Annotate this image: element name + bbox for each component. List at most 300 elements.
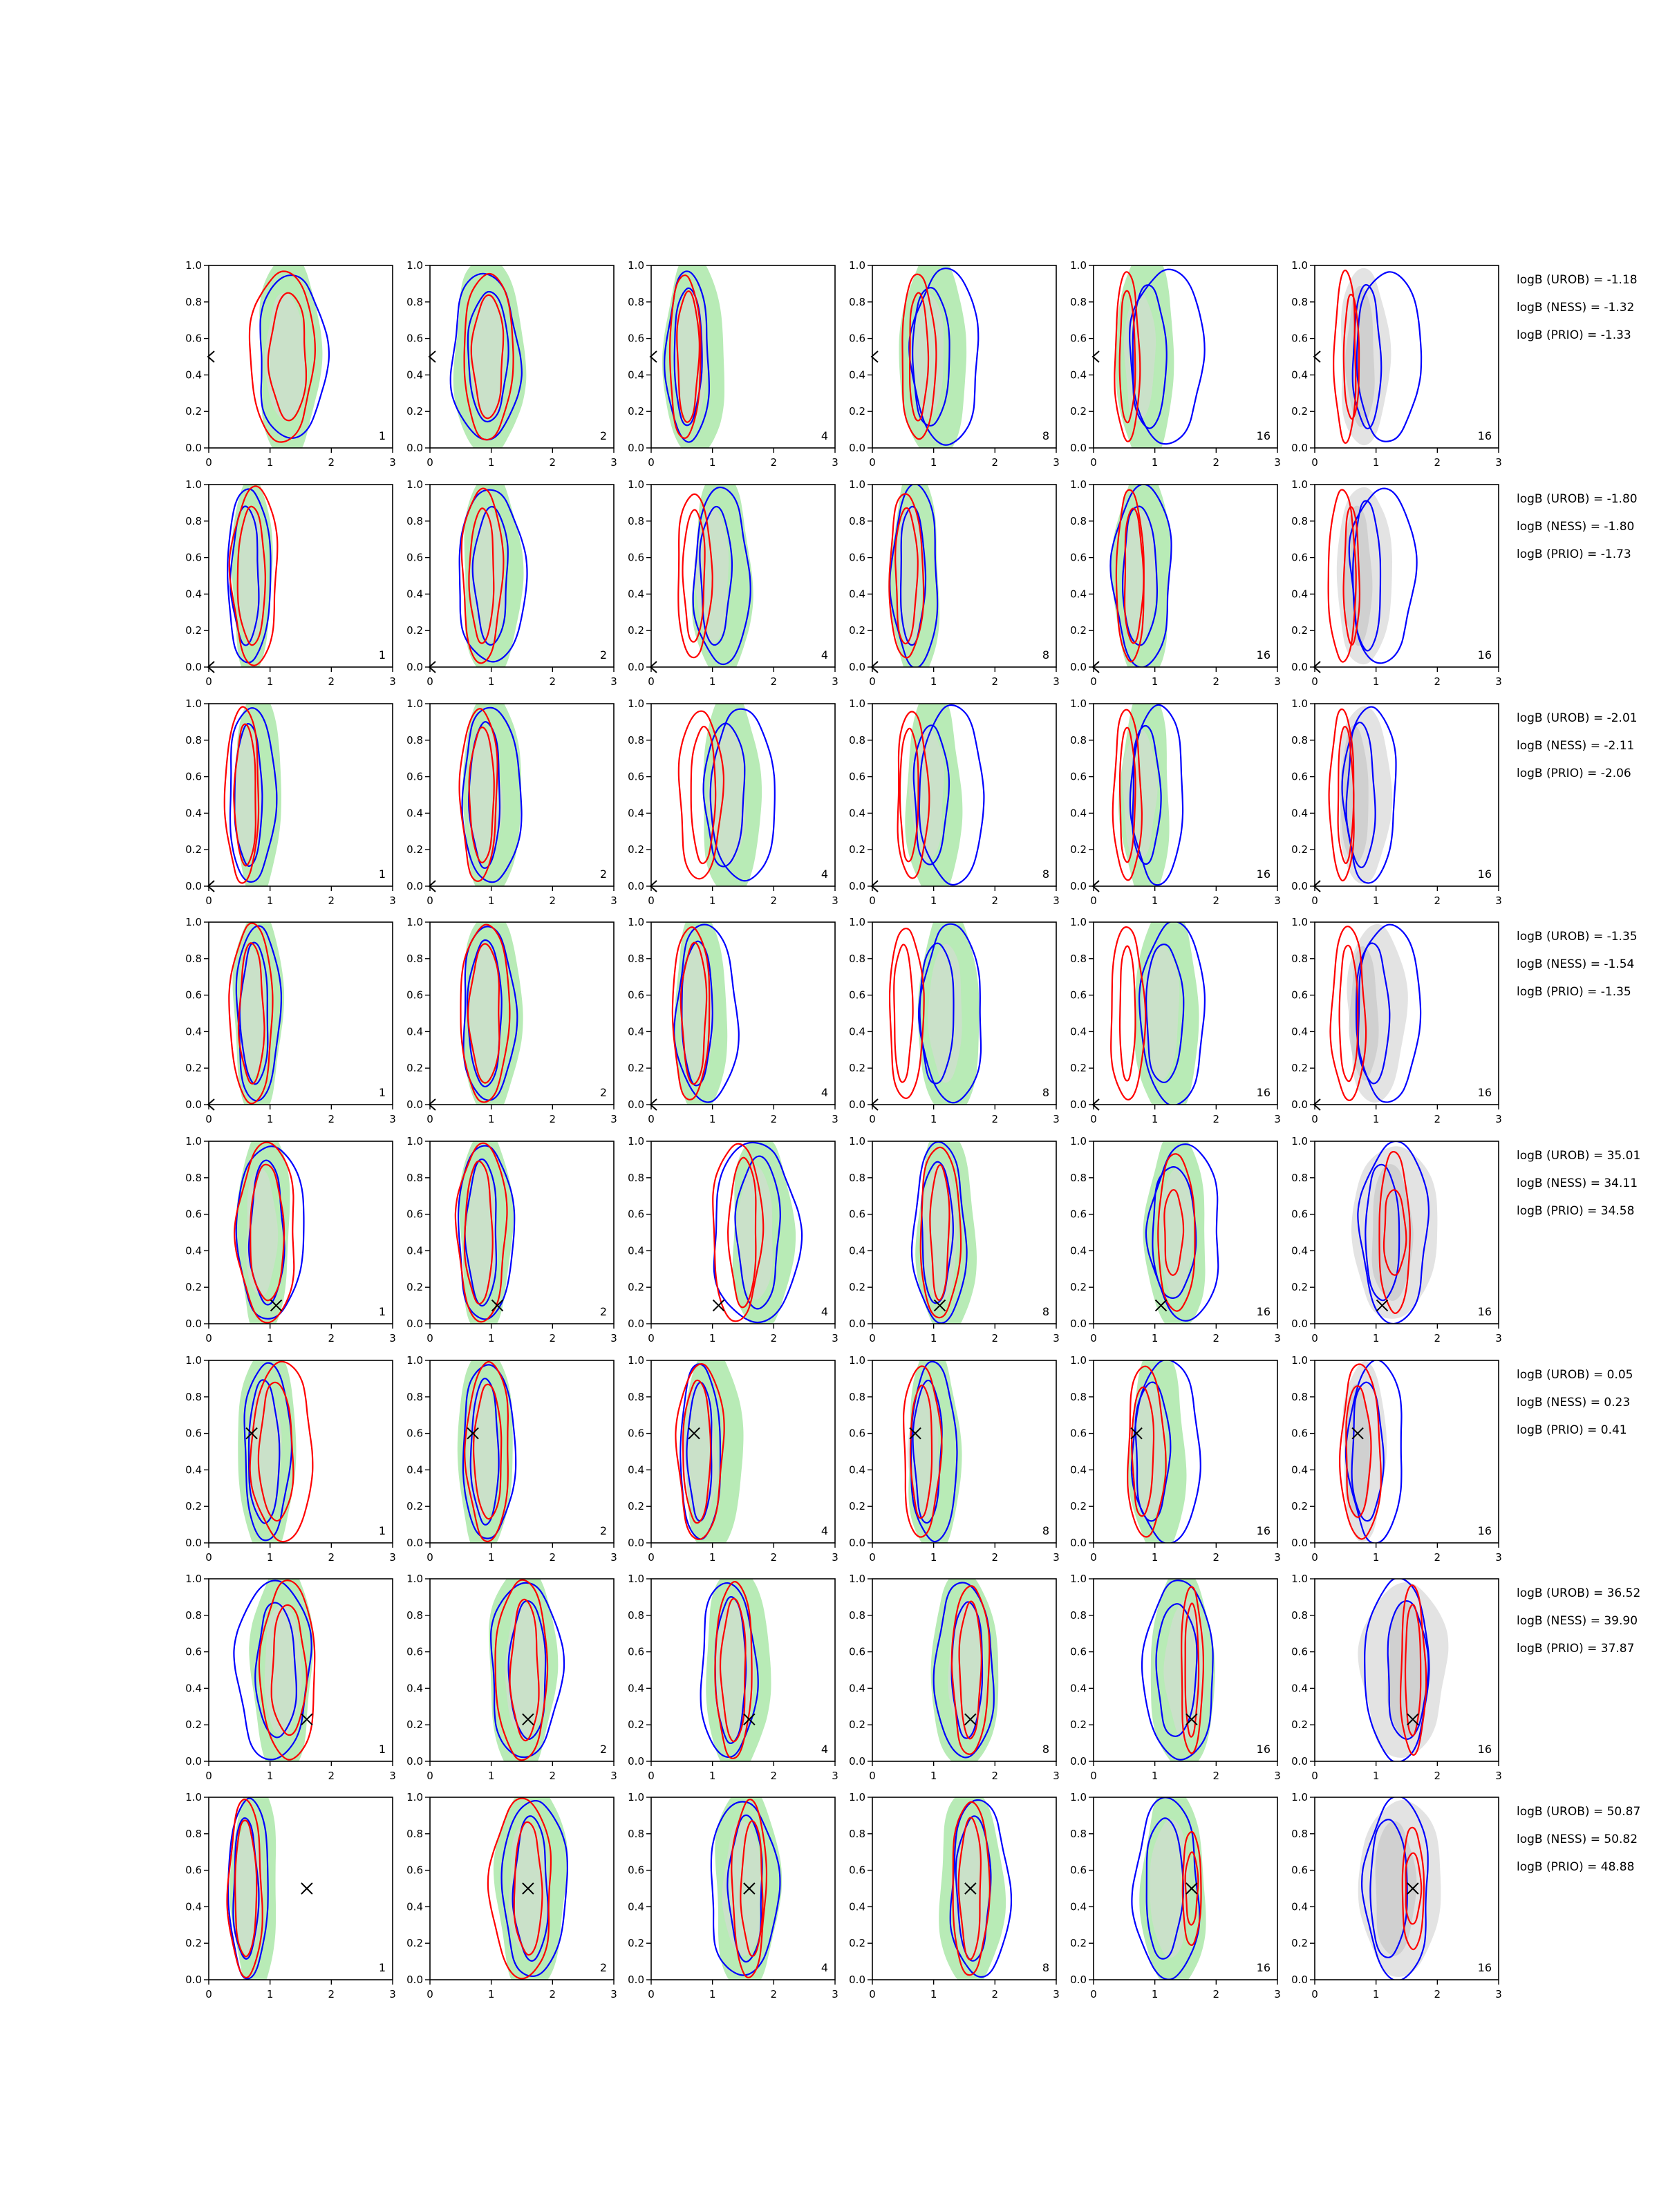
y-tick-label: 0.6: [1070, 551, 1087, 564]
panel-count-label: 4: [821, 1524, 828, 1537]
y-tick-label: 0.0: [406, 1318, 423, 1330]
y-tick-label: 0.0: [185, 442, 202, 454]
x-tick-label: 2: [328, 1551, 335, 1564]
x-tick-label: 1: [930, 1551, 937, 1564]
panel-count-label: 4: [821, 1305, 828, 1318]
y-tick-label: 0.4: [185, 1463, 202, 1477]
logb-urob: logB (UROB) = -1.18: [1517, 273, 1638, 287]
x-tick-label: 0: [648, 456, 655, 469]
panel-r5-c1: [185, 1126, 396, 1344]
x-tick-label: 3: [832, 1988, 838, 2000]
x-tick-label: 2: [1212, 894, 1220, 907]
y-tick-label: 0.0: [1291, 1537, 1308, 1549]
x-tick-label: 0: [427, 1332, 433, 1344]
x-tick-label: 1: [487, 456, 495, 469]
y-tick-label: 0.6: [1291, 988, 1308, 1002]
y-tick-label: 1.0: [406, 697, 423, 710]
x-tick-label: 1: [1151, 456, 1159, 469]
y-tick-label: 1.0: [1291, 259, 1308, 272]
plot-area: [1114, 247, 1204, 465]
plot-area: [234, 1562, 315, 1778]
x-tick-label: 0: [1311, 1770, 1318, 1782]
x-tick-label: 2: [991, 1551, 999, 1564]
y-tick-label: 0.4: [628, 1900, 644, 1913]
y-tick-label: 0.2: [1291, 1718, 1308, 1732]
x-tick-label: 0: [648, 1770, 655, 1782]
axes-frame: [872, 1360, 1056, 1543]
y-tick-label: 0.8: [1070, 733, 1087, 747]
y-tick-label: 1.0: [628, 1573, 644, 1585]
y-tick-label: 0.8: [1291, 1171, 1308, 1184]
plot-area: [711, 1785, 782, 1992]
y-tick-label: 0.6: [849, 988, 865, 1002]
logb-urob: logB (UROB) = 0.05: [1517, 1368, 1633, 1382]
y-tick-label: 0.8: [406, 1171, 423, 1184]
y-tick-label: 0.0: [406, 1755, 423, 1768]
x-tick-label: 1: [930, 1770, 937, 1782]
y-tick-label: 0.4: [406, 588, 423, 601]
logb-annotations-row-3: [1517, 711, 1638, 780]
y-tick-label: 1.0: [849, 916, 865, 928]
x-tick-label: 1: [266, 894, 274, 907]
x-tick-label: 2: [1212, 1988, 1220, 2000]
panel-r6-c4: [849, 1347, 1060, 1564]
x-tick-label: 0: [205, 1551, 212, 1564]
x-tick-label: 1: [930, 456, 937, 469]
y-tick-label: 0.0: [185, 1537, 202, 1549]
x-tick-label: 3: [832, 1551, 838, 1564]
x-tick-label: 0: [205, 894, 212, 907]
y-tick-label: 0.2: [185, 1937, 202, 1950]
logb-annotations-row-7: [1517, 1586, 1640, 1656]
y-tick-label: 0.6: [406, 988, 423, 1002]
y-tick-label: 0.6: [628, 1864, 644, 1877]
y-tick-label: 0.8: [849, 514, 865, 527]
plot-area: [1143, 1132, 1218, 1333]
x-tick-label: 1: [266, 675, 274, 688]
plot-area: [1113, 686, 1183, 903]
y-tick-label: 0.8: [1291, 1609, 1308, 1622]
x-tick-label: 1: [1151, 1988, 1159, 2000]
x-tick-label: 3: [1274, 894, 1281, 907]
y-tick-label: 0.2: [406, 1281, 423, 1294]
y-tick-label: 0.2: [628, 1281, 644, 1294]
y-tick-label: 1.0: [1070, 1791, 1087, 1803]
y-tick-label: 0.6: [185, 1645, 202, 1658]
y-tick-label: 0.0: [628, 442, 644, 454]
plot-area: [234, 1126, 303, 1339]
y-tick-label: 0.6: [1070, 1208, 1087, 1221]
panel-r8-c6: [1291, 1791, 1502, 2000]
y-tick-label: 0.2: [185, 405, 202, 418]
x-tick-label: 3: [389, 456, 396, 469]
y-tick-label: 0.6: [1070, 988, 1087, 1002]
y-tick-label: 0.4: [1291, 1244, 1308, 1257]
y-tick-label: 0.4: [1070, 368, 1087, 382]
panel-r7-c4: [849, 1572, 1060, 1782]
plot-area: [675, 1349, 743, 1555]
y-tick-label: 1.0: [185, 916, 202, 928]
axes-frame: [1315, 1360, 1499, 1543]
plot-area: [931, 1572, 999, 1768]
x-tick-label: 0: [205, 1332, 212, 1344]
y-tick-label: 0.4: [406, 1682, 423, 1695]
y-tick-label: 0.2: [406, 1062, 423, 1075]
panel-r1-c3: [628, 255, 838, 469]
x-tick-label: 2: [1434, 1988, 1441, 2000]
y-tick-label: 0.8: [185, 952, 202, 965]
x-tick-label: 3: [610, 1113, 617, 1125]
y-tick-label: 0.6: [1070, 1645, 1087, 1658]
y-tick-label: 0.8: [406, 295, 423, 308]
x-tick-label: 2: [549, 456, 556, 469]
x-tick-label: 1: [487, 894, 495, 907]
x-tick-label: 3: [1495, 894, 1502, 907]
plot-area: [903, 1347, 962, 1556]
x-tick-label: 3: [1053, 1988, 1060, 2000]
axes-frame: [209, 1360, 393, 1543]
y-tick-label: 0.2: [185, 1500, 202, 1513]
x-tick-label: 2: [991, 894, 999, 907]
logb-prio: logB (PRIO) = 48.88: [1517, 1860, 1635, 1874]
x-tick-label: 2: [770, 675, 778, 688]
y-tick-label: 0.0: [406, 880, 423, 892]
y-tick-label: 0.4: [1291, 807, 1308, 820]
logb-prio: logB (PRIO) = 34.58: [1517, 1204, 1635, 1218]
plot-area: [679, 691, 775, 899]
plot-area: [456, 1129, 514, 1335]
x-tick-label: 3: [832, 1332, 838, 1344]
y-tick-label: 1.0: [1070, 1354, 1087, 1367]
x-tick-label: 2: [328, 1332, 335, 1344]
panel-r5-c2: [406, 1129, 617, 1344]
panel-r7-c5: [1070, 1569, 1281, 1782]
y-tick-label: 0.4: [628, 807, 644, 820]
panel-r1-c5: [1070, 247, 1281, 469]
y-tick-label: 0.8: [628, 295, 644, 308]
x-tick-label: 2: [770, 1332, 778, 1344]
y-tick-label: 1.0: [406, 478, 423, 491]
y-tick-label: 0.0: [1291, 1755, 1308, 1768]
y-tick-label: 0.0: [1070, 880, 1087, 892]
x-tick-label: 3: [832, 894, 838, 907]
x-tick-label: 3: [1274, 1113, 1281, 1125]
y-tick-label: 1.0: [628, 1354, 644, 1367]
x-tick-label: 2: [328, 1770, 335, 1782]
panel-r2-c5: [1070, 467, 1281, 688]
y-tick-label: 0.6: [849, 1864, 865, 1877]
y-tick-label: 1.0: [849, 1791, 865, 1803]
y-tick-label: 0.0: [185, 1974, 202, 1986]
panel-r8-c1: [185, 1780, 396, 2000]
y-tick-label: 0.4: [1070, 1463, 1087, 1477]
y-tick-label: 1.0: [1070, 259, 1087, 272]
x-tick-label: 0: [1090, 675, 1097, 688]
y-tick-label: 0.0: [1070, 661, 1087, 673]
x-tick-label: 1: [930, 894, 937, 907]
x-tick-label: 1: [1372, 1332, 1380, 1344]
panel-count-label: 4: [821, 1743, 828, 1756]
y-tick-label: 0.8: [849, 952, 865, 965]
y-tick-label: 1.0: [849, 259, 865, 272]
y-tick-label: 0.2: [628, 1062, 644, 1075]
panel-count-label: 8: [1042, 1961, 1049, 1974]
panel-r2-c2: [406, 473, 617, 688]
y-tick-label: 0.4: [849, 588, 865, 601]
plot-area: [460, 473, 527, 678]
x-tick-label: 2: [1212, 1551, 1220, 1564]
y-tick-label: 0.0: [1070, 1537, 1087, 1549]
x-tick-label: 3: [389, 1551, 396, 1564]
y-tick-label: 0.0: [628, 1537, 644, 1549]
y-tick-label: 0.8: [185, 1827, 202, 1840]
y-tick-label: 0.4: [185, 1900, 202, 1913]
plot-area: [489, 1565, 564, 1775]
y-tick-label: 0.6: [849, 332, 865, 345]
x-tick-label: 3: [832, 675, 838, 688]
panel-r3-c3: [628, 691, 838, 907]
panel-r3-c4: [849, 688, 1060, 907]
x-tick-label: 0: [427, 1770, 433, 1782]
y-tick-label: 0.2: [849, 405, 865, 418]
y-tick-label: 0.6: [406, 551, 423, 564]
y-tick-label: 0.0: [1070, 1098, 1087, 1111]
y-tick-label: 1.0: [406, 916, 423, 928]
y-tick-label: 0.0: [185, 661, 202, 673]
logb-urob: logB (UROB) = 50.87: [1517, 1805, 1641, 1819]
x-tick-label: 0: [427, 1988, 433, 2000]
plot-area: [1331, 924, 1421, 1103]
y-tick-label: 0.8: [406, 1827, 423, 1840]
y-tick-label: 0.0: [1291, 661, 1308, 673]
logb-annotations-row-4: [1517, 930, 1638, 999]
y-tick-label: 0.2: [1291, 1937, 1308, 1950]
y-tick-label: 0.6: [1291, 1864, 1308, 1877]
panel-count-label: 16: [1256, 1305, 1271, 1318]
y-tick-label: 0.2: [1070, 1500, 1087, 1513]
y-tick-label: 0.6: [185, 770, 202, 783]
x-tick-label: 2: [1434, 894, 1441, 907]
panel-count-label: 8: [1042, 868, 1049, 881]
y-tick-label: 1.0: [1291, 1573, 1308, 1585]
logb-urob: logB (UROB) = 35.01: [1517, 1149, 1641, 1163]
y-tick-label: 0.8: [406, 514, 423, 527]
y-tick-label: 1.0: [185, 259, 202, 272]
y-tick-label: 1.0: [1291, 916, 1308, 928]
panel-count-label: 2: [599, 868, 607, 881]
panel-count-label: 16: [1256, 648, 1271, 662]
y-tick-label: 0.4: [628, 1244, 644, 1257]
y-tick-label: 0.0: [628, 1755, 644, 1768]
y-tick-label: 0.6: [406, 1427, 423, 1440]
y-tick-label: 1.0: [406, 1573, 423, 1585]
panel-r7-c3: [628, 1567, 838, 1782]
x-tick-label: 3: [389, 1332, 396, 1344]
panel-count-label: 2: [599, 1524, 607, 1537]
x-tick-label: 0: [1090, 1332, 1097, 1344]
y-tick-label: 0.2: [1070, 843, 1087, 856]
x-tick-label: 1: [709, 1988, 716, 2000]
panel-count-label: 2: [599, 1961, 607, 1974]
panel-count-label: 16: [1256, 1524, 1271, 1537]
panel-r2-c3: [628, 471, 838, 688]
y-tick-label: 0.0: [185, 1098, 202, 1111]
x-tick-label: 3: [1274, 675, 1281, 688]
x-tick-label: 1: [709, 1770, 716, 1782]
x-tick-label: 0: [427, 456, 433, 469]
y-tick-label: 0.2: [406, 624, 423, 637]
logb-ness: logB (NESS) = 34.11: [1517, 1177, 1638, 1190]
y-tick-label: 0.0: [1291, 1974, 1308, 1986]
panel-count-label: 1: [378, 1524, 386, 1537]
x-tick-label: 0: [427, 1113, 433, 1125]
y-tick-label: 0.4: [1070, 1025, 1087, 1038]
y-tick-label: 0.0: [849, 880, 865, 892]
x-tick-label: 3: [1274, 1988, 1281, 2000]
y-tick-label: 0.8: [1070, 514, 1087, 527]
panel-r6-c2: [406, 1347, 617, 1564]
panel-r8-c2: [406, 1783, 617, 2000]
y-tick-label: 0.8: [185, 1609, 202, 1622]
y-tick-label: 0.6: [406, 332, 423, 345]
y-tick-label: 0.2: [406, 843, 423, 856]
plot-area: [890, 908, 981, 1120]
plot-area: [250, 254, 329, 460]
x-tick-label: 2: [328, 456, 335, 469]
y-tick-label: 0.4: [1070, 1244, 1087, 1257]
y-tick-label: 0.4: [406, 1463, 423, 1477]
y-tick-label: 0.0: [1070, 1755, 1087, 1768]
panel-count-label: 16: [1477, 868, 1492, 881]
y-tick-label: 0.6: [1291, 1645, 1308, 1658]
x-tick-label: 0: [869, 1551, 876, 1564]
x-tick-label: 1: [709, 675, 716, 688]
y-tick-label: 0.0: [406, 1974, 423, 1986]
y-tick-label: 0.4: [849, 368, 865, 382]
plot-area: [1127, 1344, 1201, 1559]
x-tick-label: 0: [427, 894, 433, 907]
panel-count-label: 2: [599, 1086, 607, 1099]
panel-count-label: 2: [599, 1743, 607, 1756]
x-tick-label: 0: [205, 1988, 212, 2000]
y-tick-label: 0.8: [1291, 514, 1308, 527]
panel-count-label: 1: [378, 1961, 386, 1974]
y-tick-label: 0.2: [406, 1718, 423, 1732]
y-tick-label: 0.8: [1070, 1827, 1087, 1840]
plot-area: [460, 910, 523, 1116]
y-tick-label: 0.4: [1070, 1900, 1087, 1913]
y-tick-label: 0.8: [849, 1171, 865, 1184]
x-tick-label: 0: [869, 1770, 876, 1782]
panel-count-label: 16: [1477, 1524, 1492, 1537]
y-tick-label: 0.6: [628, 551, 644, 564]
plot-area: [678, 471, 753, 681]
y-tick-label: 0.0: [849, 661, 865, 673]
y-tick-label: 1.0: [185, 478, 202, 491]
logb-annotations-row-6: [1517, 1368, 1633, 1437]
panel-r7-c1: [185, 1562, 396, 1782]
y-tick-label: 0.4: [628, 1463, 644, 1477]
y-tick-label: 0.2: [1291, 843, 1308, 856]
x-tick-label: 2: [1434, 1551, 1441, 1564]
y-tick-label: 0.6: [849, 551, 865, 564]
x-tick-label: 1: [930, 1332, 937, 1344]
axes-frame: [651, 1360, 835, 1543]
y-tick-label: 0.2: [1070, 624, 1087, 637]
logb-ness: logB (NESS) = -1.54: [1517, 957, 1635, 971]
y-tick-label: 0.2: [849, 624, 865, 637]
x-tick-label: 2: [328, 894, 335, 907]
x-tick-label: 0: [205, 1770, 212, 1782]
x-tick-label: 2: [328, 1113, 335, 1125]
y-tick-label: 1.0: [849, 1573, 865, 1585]
x-tick-label: 2: [1434, 456, 1441, 469]
panel-count-label: 16: [1477, 429, 1492, 442]
y-tick-label: 0.4: [628, 1025, 644, 1038]
x-tick-label: 0: [1090, 894, 1097, 907]
y-tick-label: 0.4: [628, 1682, 644, 1695]
x-tick-label: 1: [709, 1113, 716, 1125]
x-tick-label: 2: [1212, 1770, 1220, 1782]
plot-area: [1111, 905, 1205, 1122]
x-tick-label: 1: [709, 1551, 716, 1564]
x-tick-label: 3: [1495, 1770, 1502, 1782]
x-tick-label: 3: [389, 894, 396, 907]
y-tick-label: 1.0: [185, 1354, 202, 1367]
plot-area: [888, 468, 939, 684]
x-tick-label: 2: [549, 894, 556, 907]
logb-urob: logB (UROB) = -1.35: [1517, 930, 1638, 944]
y-tick-label: 0.0: [1291, 880, 1308, 892]
panel-r8-c4: [849, 1789, 1060, 2000]
y-tick-label: 0.6: [185, 1864, 202, 1877]
y-tick-label: 0.0: [1070, 1974, 1087, 1986]
panel-count-label: 8: [1042, 1305, 1049, 1318]
y-tick-label: 0.8: [1070, 952, 1087, 965]
y-tick-label: 0.0: [628, 1098, 644, 1111]
x-tick-label: 2: [1434, 1332, 1441, 1344]
y-tick-label: 0.8: [1070, 1390, 1087, 1403]
panel-r4-c5: [1070, 905, 1281, 1125]
y-tick-label: 0.4: [406, 368, 423, 382]
y-tick-label: 1.0: [628, 916, 644, 928]
x-tick-label: 1: [487, 1332, 495, 1344]
panel-count-label: 16: [1256, 868, 1271, 881]
y-tick-label: 0.6: [628, 770, 644, 783]
x-tick-label: 1: [709, 1332, 716, 1344]
contour-red-2: [894, 944, 912, 1082]
x-tick-label: 1: [709, 456, 716, 469]
x-tick-label: 0: [205, 456, 212, 469]
panel-r6-c1: [185, 1344, 396, 1564]
y-tick-label: 0.6: [406, 1208, 423, 1221]
y-tick-label: 1.0: [849, 697, 865, 710]
y-tick-label: 0.4: [185, 588, 202, 601]
plot-area: [1329, 487, 1417, 664]
panel-r6-c5: [1070, 1344, 1281, 1564]
x-tick-label: 2: [549, 1113, 556, 1125]
x-tick-label: 1: [487, 1770, 495, 1782]
panel-r3-c2: [406, 692, 617, 907]
y-tick-label: 0.6: [185, 988, 202, 1002]
panel-r8-c5: [1070, 1786, 1281, 2000]
x-tick-label: 0: [869, 1332, 876, 1344]
x-tick-label: 3: [1053, 1770, 1060, 1782]
y-tick-label: 0.0: [849, 1098, 865, 1111]
y-tick-label: 0.0: [849, 1318, 865, 1330]
y-tick-label: 0.2: [406, 1937, 423, 1950]
y-tick-label: 0.0: [849, 1755, 865, 1768]
